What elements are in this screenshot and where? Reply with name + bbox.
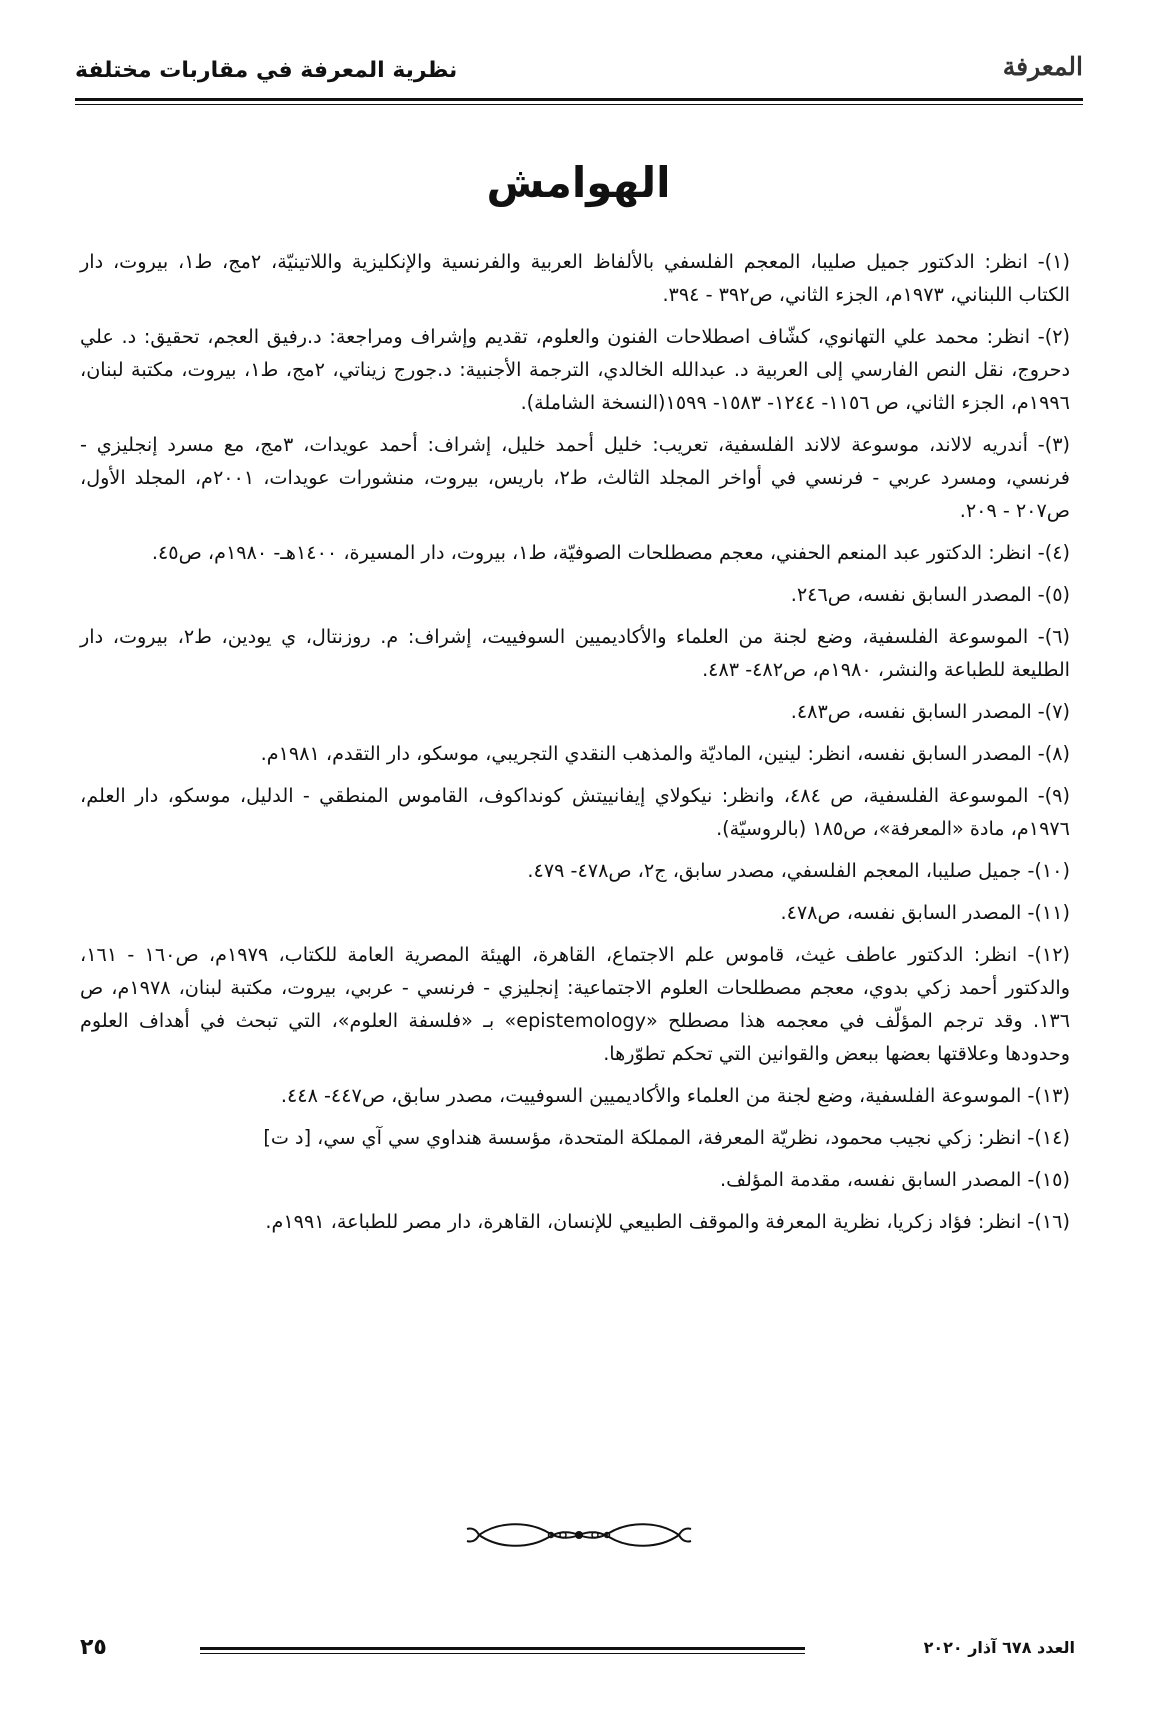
footnote-item: (٩)- الموسوعة الفلسفية، ص ٤٨٤، وانظر: نيكولاي إيفانييتش كونداكوف، القاموس المنطقي - الدليل، موسكو، دار العلم، ١٩٧٦م، مادة «المعرفة»، ص١٨٥ (بالروسيّة).	[80, 784, 1070, 840]
running-title: نظرية المعرفة في مقاربات مختلفة	[75, 58, 458, 83]
ornament-icon	[459, 1515, 699, 1555]
journal-logo: المعرفة	[1002, 52, 1083, 81]
footnote-item: (١)- انظر: الدكتور جميل صليبا، المعجم الفلسفي بالألفاظ العربية والفرنسية والإنكليزية واللاتينيّة، ٢مج، ط١، بيروت، دار الكتاب اللبناني، ١٩٧٣م، الجزء الثاني، ص٣٩٢ - ٣٩٤.	[80, 250, 1070, 306]
footer-rule-thin	[200, 1653, 805, 1654]
page-footer	[80, 1635, 1075, 1665]
header-rule	[75, 98, 1083, 101]
footnote-item: (٥)- المصدر السابق نفسه، ص٢٤٦.	[790, 583, 1070, 606]
footnote-item: (٢)- انظر: محمد علي التهانوي، كشّاف اصطلاحات الفنون والعلوم، تقديم وإشراف ومراجعة: د.رفيق العجم، تحقيق: د. علي دحروج، نقل النص الفارسي إلى العربية د. عبدالله الخالدي، الترجمة الأجنبية: د.جورج زيناتي، ٢مج، ط١، بيروت، مكتبة لبنان، ١٩٩٦م، الجزء الثاني، ص ١١٥٦- ١٢٤٤- ١٥٨٣- ١٥٩٩(النسخة الشاملة).	[80, 325, 1071, 414]
ornament-divider	[0, 1515, 1157, 1559]
footnote-item: (٧)- المصدر السابق نفسه، ص٤٨٣.	[790, 700, 1070, 723]
page-title: الهوامش	[486, 158, 671, 207]
footnote-item: (١٤)- انظر: زكي نجيب محمود، نظريّة المعرفة، المملكة المتحدة، مؤسسة هنداوي سي آي سي، [د ت]	[263, 1126, 1070, 1149]
footnote-item: (١١)- المصدر السابق نفسه، ص٤٧٨.	[780, 901, 1070, 924]
footnote-item: (١٣)- الموسوعة الفلسفية، وضع لجنة من العلماء والأكاديميين السوفييت، مصدر سابق، ص٤٤٧- ٤٤٨.	[280, 1084, 1070, 1107]
footnote-item: (٨)- المصدر السابق نفسه، انظر: لينين، الماديّة والمذهب النقدي التجريبي، موسكو، دار التقدم، ١٩٨١م.	[260, 742, 1070, 765]
page-number: ٢٥	[80, 1635, 107, 1660]
footnote-item: (١٦)- انظر: فؤاد زكريا، نظرية المعرفة والموقف الطبيعي للإنسان، القاهرة، دار مصر للطباعة، ١٩٩١م.	[265, 1210, 1070, 1233]
footer-rule	[200, 1647, 805, 1650]
footnote-item: (١٢)- انظر: الدكتور عاطف غيث، قاموس علم الاجتماع، القاهرة، الهيئة المصرية العامة للكتاب، ١٩٧٩م، ص١٦٠ - ١٦١، والدكتور أحمد زكي بدوي، معجم مصطلحات العلوم الاجتماعية: إنجليزي - فرنسي - عربي، بيروت، مكتبة لبنان، ١٩٧٨م، ص ١٣٦. وقد ترجم المؤلّف في معجمه هذا مصطلح «epistemology» بـ «فلسفة العلوم»، التي تبحث في أهداف العلوم وحدودها وعلاقتها بعضها ببعض والقوانين التي تحكم تطوّرها.	[80, 943, 1071, 1065]
footnote-item: (٤)- انظر: الدكتور عبد المنعم الحفني، معجم مصطلحات الصوفيّة، ط١، بيروت، دار المسيرة، ١٤٠٠هـ- ١٩٨٠م، ص٤٥.	[151, 541, 1070, 564]
footnotes-list	[80, 245, 1070, 1247]
issue-info: العدد ٦٧٨ آذار ٢٠٢٠	[923, 1638, 1075, 1657]
footnote-item: (٦)- الموسوعة الفلسفية، وضع لجنة من العلماء والأكاديميين السوفييت، إشراف: م. روزنتال، ي يودين، ط٢، بيروت، دار الطليعة للطباعة والنشر، ١٩٨٠م، ص٤٨٢- ٤٨٣.	[80, 625, 1070, 681]
page-header	[75, 50, 1083, 100]
footnote-item: (١٠)- جميل صليبا، المعجم الفلسفي، مصدر سابق، ج٢، ص٤٧٨- ٤٧٩.	[527, 859, 1070, 882]
footnote-item: (٣)- أندريه لالاند، موسوعة لالاند الفلسفية، تعريب: خليل أحمد خليل، إشراف: أحمد عويدات، ٣مج، مع مسرد إنجليزي - فرنسي، ومسرد عربي - فرنسي في أواخر المجلد الثالث، ط٢، باريس، بيروت، منشورات عويدات، ٢٠٠١م، المجلد الأول، ص٢٠٧ - ٢٠٩.	[80, 433, 1070, 522]
footnote-item: (١٥)- المصدر السابق نفسه، مقدمة المؤلف.	[719, 1168, 1070, 1191]
header-rule-thin	[75, 104, 1083, 105]
